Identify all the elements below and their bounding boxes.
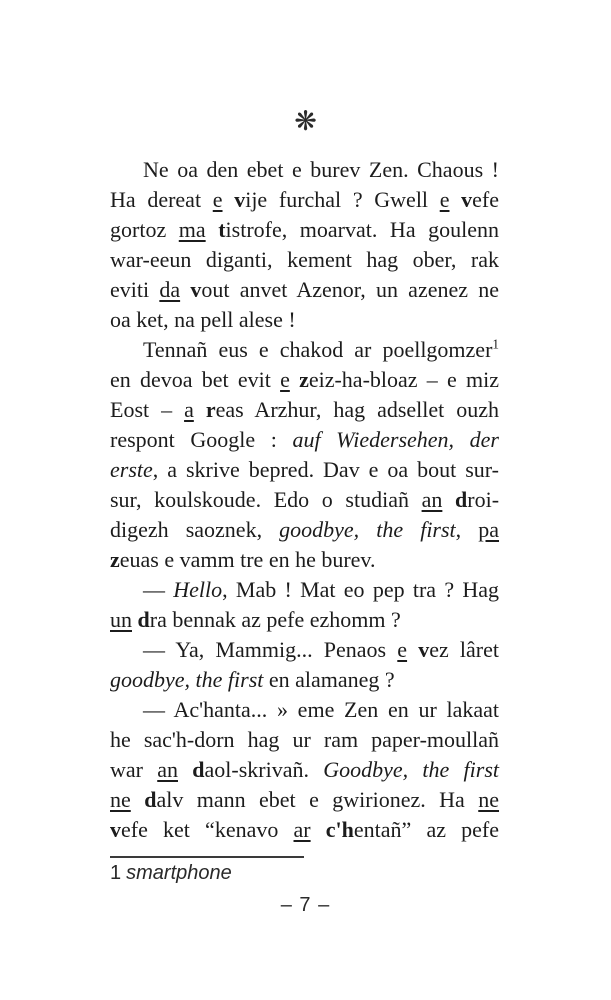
text-line: Tennañ eus e chakod ar poellgomzer$^1$: [143, 336, 499, 362]
text-line: vefe ket “kenavo ar c'hentañ” az pefe: [110, 817, 500, 842]
footnote-divider: [110, 856, 304, 858]
text-line: he sac'h-dorn hag ur ram paper-moullañ: [110, 727, 499, 752]
text-line: — Ya, Mammig... Penaos e vez lâret: [143, 637, 500, 662]
text-line: eviti da vout anvet Azenor, un azenez ne: [110, 277, 499, 302]
footnote: [110, 862, 232, 885]
text-line: respont Google : auf Wiedersehen, der: [110, 427, 499, 452]
text-line: Eost – a reas Arzhur, hag adsellet ouzh: [110, 397, 499, 422]
page-number: – 7 –: [280, 894, 331, 916]
text-line: war-eeun diganti, kement hag ober, rak: [110, 247, 499, 272]
text-line: war an daol-skrivañ. Goodbye, the first: [110, 757, 500, 782]
footnote-number: 1: [110, 862, 122, 884]
text-line: zeuas e vamm tre en he burev.: [110, 547, 376, 572]
fleuron-ornament-icon: ❋: [294, 106, 317, 136]
text-line: Ne oa den ebet e burev Zen. Chaous !: [143, 157, 499, 182]
text-line: goodbye, the first en alamaneg ?: [110, 667, 395, 692]
text-line: Ha dereat e vije furchal ? Gwell e vefe: [110, 187, 500, 212]
text-line: sur, koulskoude. Edo o studiañ an droi-: [110, 487, 500, 512]
text-line: gortoz ma tistrofe, moarvat. Ha goulenn: [110, 217, 500, 242]
footnote-text: smartphone: [126, 862, 232, 884]
text-line: oa ket, na pell alese !: [110, 307, 296, 332]
text-line: erste, a skrive bepred. Dav e oa bout sur-: [110, 457, 499, 482]
text-line: ne dalv mann ebet e gwirionez. Ha ne: [110, 787, 500, 812]
text-line: — Hello, Mab ! Mat eo pep tra ? Hag: [143, 577, 499, 602]
text-line: un dra bennak az pefe ezhomm ?: [110, 607, 401, 632]
text-line: — Ac'hanta... » eme Zen en ur lakaat: [143, 697, 499, 722]
text-line: digezh saoznek, goodbye, the first, pa: [110, 517, 500, 542]
text-line: en devoa bet evit e zeiz-ha-bloaz – e miz: [110, 367, 499, 392]
page-text: [110, 155, 499, 845]
